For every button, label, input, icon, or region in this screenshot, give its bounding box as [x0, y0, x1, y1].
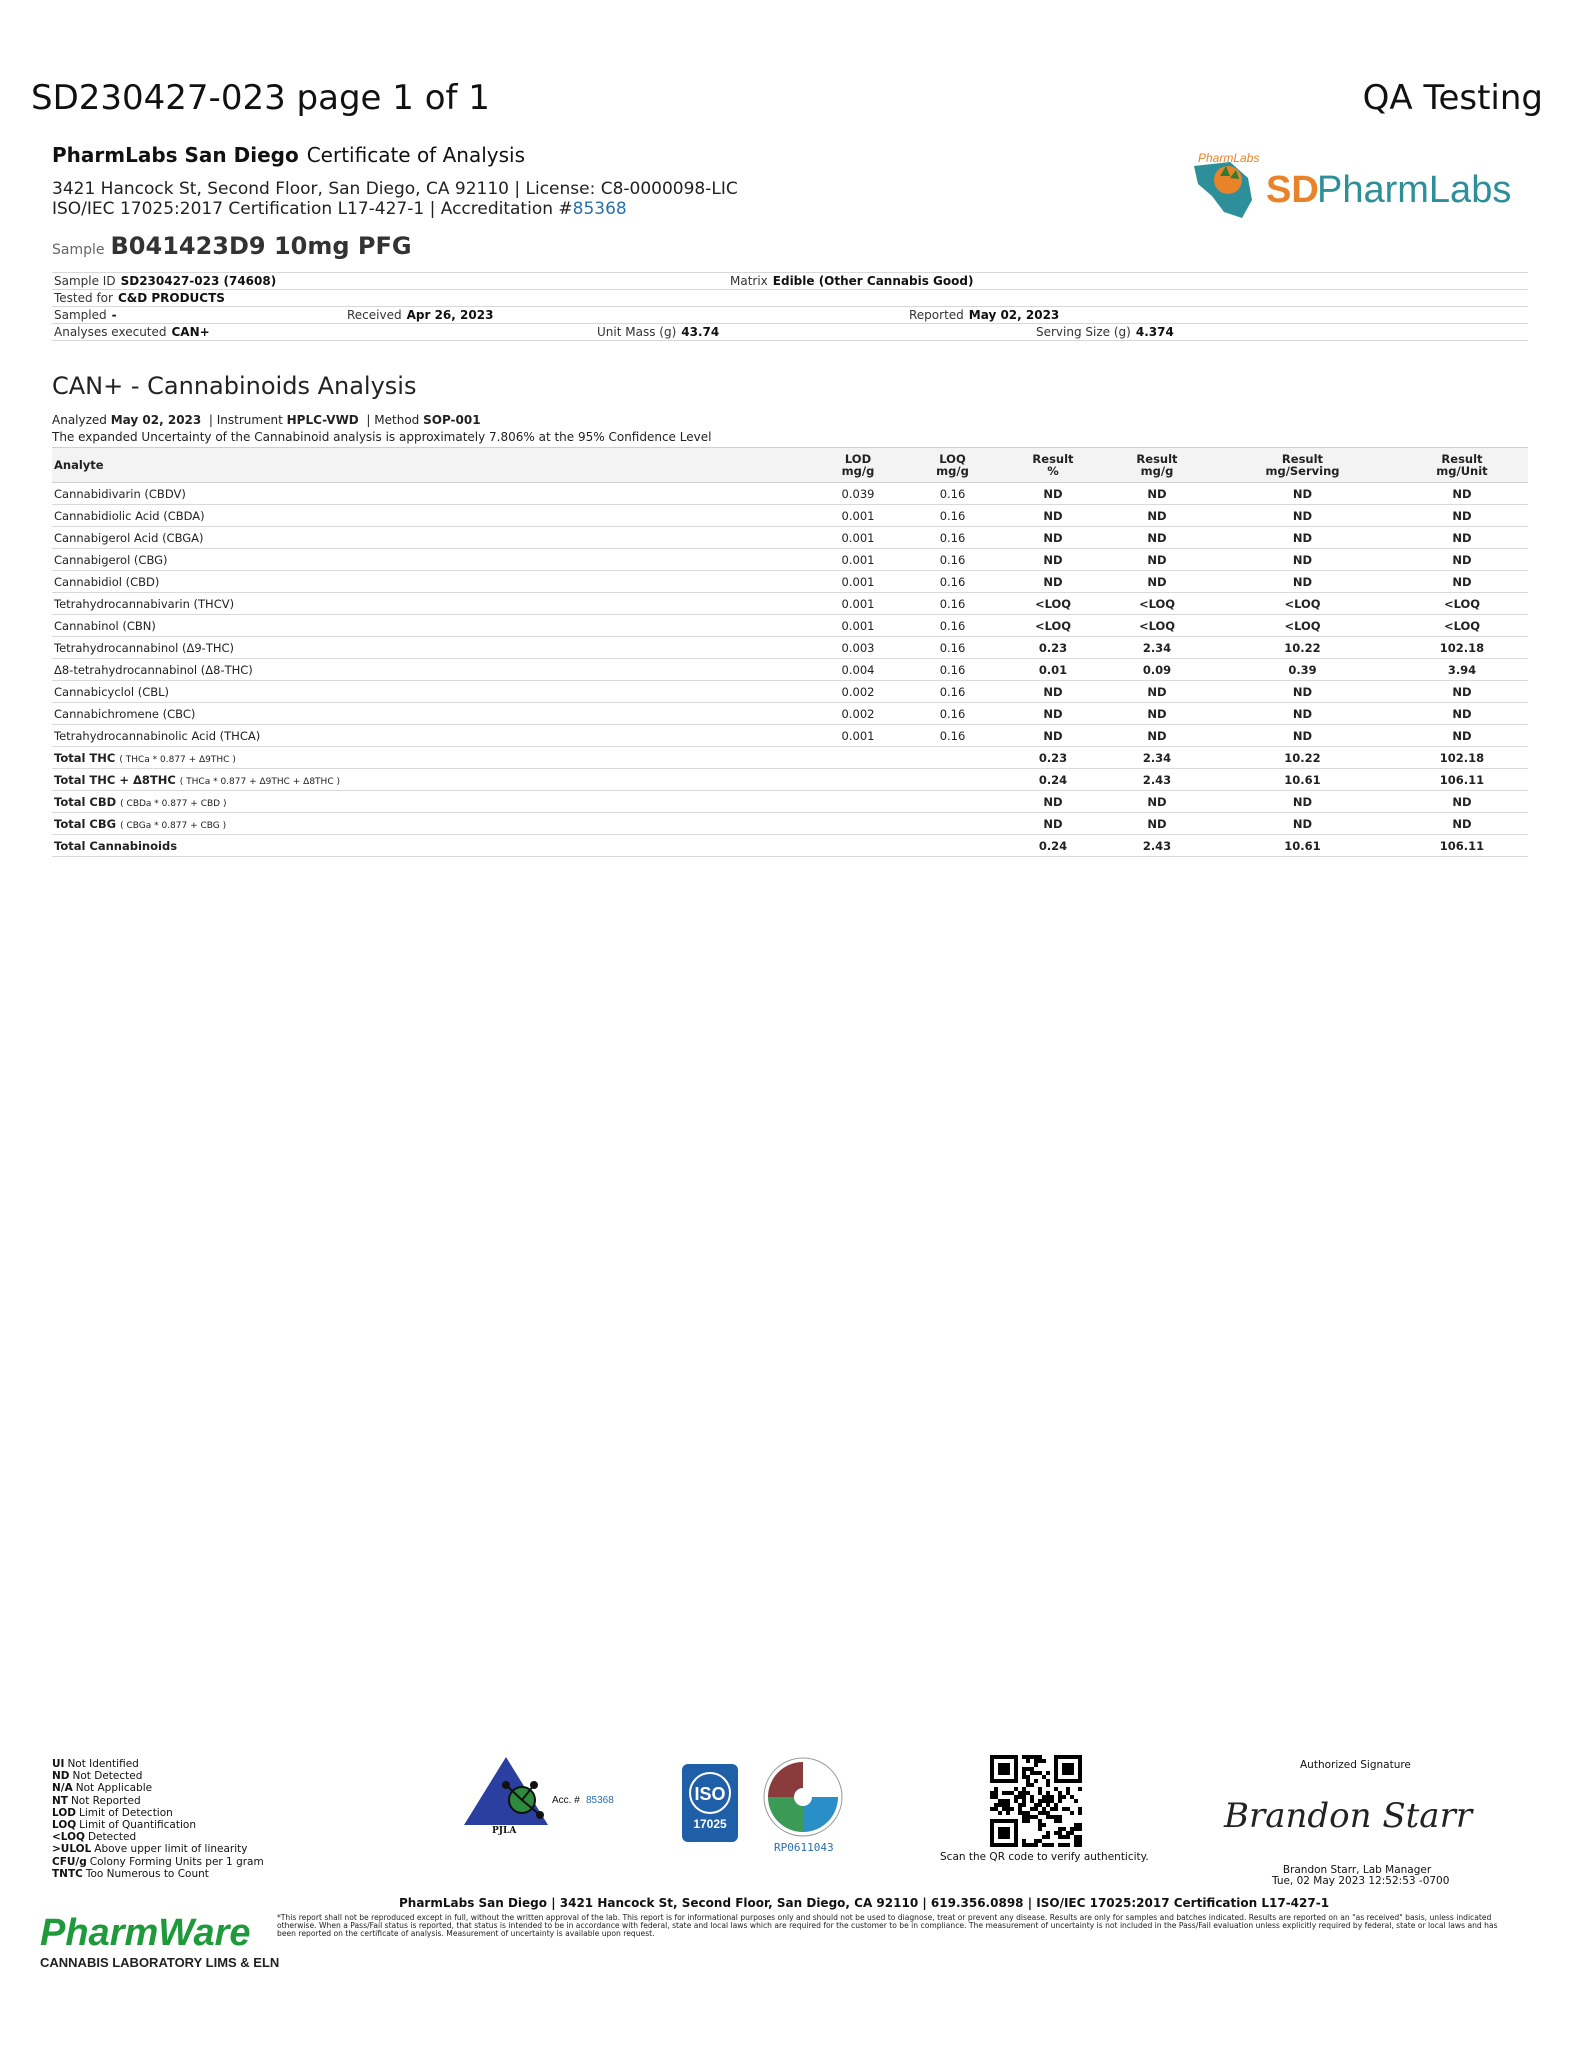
- result-mg-per-unit: ND: [1396, 505, 1528, 527]
- svg-text:ISO: ISO: [694, 1784, 726, 1804]
- table-header-row: [52, 448, 1528, 483]
- result-mg-per-g: ND: [1105, 791, 1209, 813]
- analyte-name: Cannabidiol (CBD): [52, 571, 812, 593]
- legend-item: LOQ Limit of Quantification: [52, 1819, 196, 1832]
- result-percent: ND: [1001, 549, 1105, 571]
- lod-value: [812, 835, 904, 857]
- footer-disclaimer: *This report shall not be reproduced except in full, without the written approval of the lab. This report is for informational purposes only and should not be used to diagnose, treat or prevent any disease. Results are only for samples and batches indicated. Results are reported on an "as received" basis, unless indicated otherwise. When a Pass/Fail status is reported, that status is intended to be in accordance with federal, state and local laws which are required for the customer to be in compliance. The measurement of uncertainty is not included in the Pass/Fail evaluation unless explicitly required by federal, state or local laws and has been reported on the certificate of analysis. Measurement of uncertainty is available upon request.: [277, 1913, 1498, 1938]
- info-row: [52, 323, 1528, 341]
- doj-registration-id: RP0611043: [774, 1841, 834, 1854]
- received: Received Apr 26, 2023: [347, 308, 494, 322]
- svg-text:Brandon Starr: Brandon Starr: [1224, 1796, 1473, 1836]
- result-percent: 0.24: [1001, 835, 1105, 857]
- signature-label: Authorized Signature: [1300, 1759, 1411, 1771]
- loq-value: 0.16: [904, 483, 1001, 505]
- result-mg-per-g: 2.34: [1105, 637, 1209, 659]
- result-mg-per-g: <LOQ: [1105, 615, 1209, 637]
- legend-item: N/A Not Applicable: [52, 1782, 153, 1795]
- result-percent: 0.24: [1001, 769, 1105, 791]
- loq-value: [904, 769, 1001, 791]
- table-row: [52, 505, 1528, 527]
- result-mg-per-serving: ND: [1209, 505, 1396, 527]
- analyte-name: Cannabidiolic Acid (CBDA): [52, 505, 812, 527]
- lod-value: 0.001: [812, 615, 904, 637]
- result-mg-per-unit: ND: [1396, 483, 1528, 505]
- footer-lab-info: PharmLabs San Diego | 3421 Hancock St, Second Floor, San Diego, CA 92110 | 619.356.0898 | ISO/IEC 17025:2017 Certification L17-427-1: [399, 1896, 1330, 1910]
- total-row: [52, 791, 1528, 813]
- svg-text:PJLA: PJLA: [492, 1826, 517, 1836]
- result-mg-per-serving: ND: [1209, 813, 1396, 835]
- lod-value: 0.039: [812, 483, 904, 505]
- loq-value: 0.16: [904, 615, 1001, 637]
- signer-name: Brandon Starr, Lab Manager: [1282, 1864, 1432, 1876]
- result-mg-per-unit: ND: [1396, 681, 1528, 703]
- total-row: [52, 747, 1528, 769]
- table-row: [52, 637, 1528, 659]
- table-row: [52, 571, 1528, 593]
- svg-text:SD: SD: [1266, 169, 1319, 211]
- table-row: [52, 615, 1528, 637]
- svg-text:85368: 85368: [586, 1795, 614, 1806]
- loq-value: 0.16: [904, 681, 1001, 703]
- result-mg-per-g: ND: [1105, 571, 1209, 593]
- doj-dea-seal: [762, 1755, 844, 1843]
- table-row: [52, 593, 1528, 615]
- table-row: [52, 659, 1528, 681]
- iso-17025-badge: [681, 1763, 739, 1847]
- analyses-executed: Analyses executed CAN+: [54, 325, 210, 339]
- sample-info-grid: [52, 272, 1528, 341]
- lod-value: 0.002: [812, 703, 904, 725]
- result-mg-per-g: ND: [1105, 549, 1209, 571]
- result-mg-per-serving: 10.61: [1209, 835, 1396, 857]
- result-mg-per-unit: 3.94: [1396, 659, 1528, 681]
- column-header: Result mg/Unit: [1396, 448, 1528, 483]
- table-row: [52, 681, 1528, 703]
- svg-text:CANNABIS LABORATORY LIMS & ELN: CANNABIS LABORATORY LIMS & ELN: [40, 1955, 280, 1970]
- result-percent: ND: [1001, 681, 1105, 703]
- total-name: Total THC + Δ8THC ( THCa * 0.877 + Δ9THC + Δ8THC ): [52, 769, 812, 791]
- sample-id: Sample ID SD230427-023 (74608): [54, 274, 277, 288]
- legend-item: <LOQ Detected: [52, 1831, 137, 1844]
- analyte-name: Tetrahydrocannabivarin (THCV): [52, 593, 812, 615]
- total-formula: ( CBDa * 0.877 + CBD ): [120, 798, 227, 809]
- result-percent: <LOQ: [1001, 593, 1105, 615]
- table-row: [52, 483, 1528, 505]
- lod-value: [812, 791, 904, 813]
- loq-value: 0.16: [904, 549, 1001, 571]
- cannabinoid-results-table: [52, 447, 1528, 857]
- sample-name: B041423D9 10mg PFG: [110, 232, 412, 260]
- legend-item: UI Not Identified: [52, 1758, 139, 1770]
- svg-text:PharmLabs: PharmLabs: [1198, 151, 1260, 165]
- result-mg-per-unit: 102.18: [1396, 747, 1528, 769]
- loq-value: 0.16: [904, 571, 1001, 593]
- uncertainty-note: The expanded Uncertainty of the Cannabinoid analysis is approximately 7.806% at the 95% Confidence Level: [52, 430, 712, 444]
- result-mg-per-serving: ND: [1209, 527, 1396, 549]
- total-formula: ( CBGa * 0.877 + CBG ): [120, 820, 227, 831]
- lod-value: 0.001: [812, 725, 904, 747]
- legend-item: >ULOL Above upper limit of linearity: [52, 1843, 248, 1856]
- sample-name-row: [52, 232, 412, 260]
- result-mg-per-g: 2.34: [1105, 747, 1209, 769]
- result-percent: ND: [1001, 725, 1105, 747]
- result-mg-per-unit: ND: [1396, 725, 1528, 747]
- lod-value: 0.004: [812, 659, 904, 681]
- table-row: [52, 549, 1528, 571]
- result-mg-per-serving: ND: [1209, 791, 1396, 813]
- iso-line: ISO/IEC 17025:2017 Certification L17-427-1 | Accreditation #85368: [52, 199, 627, 219]
- total-name: Total CBG ( CBGa * 0.877 + CBG ): [52, 813, 812, 835]
- result-percent: 0.01: [1001, 659, 1105, 681]
- svg-text:PharmLabs: PharmLabs: [1317, 169, 1512, 211]
- analyte-name: Cannabinol (CBN): [52, 615, 812, 637]
- lab-title: [52, 143, 525, 167]
- loq-value: 0.16: [904, 725, 1001, 747]
- pharmware-logo: [40, 1907, 280, 1977]
- result-percent: <LOQ: [1001, 615, 1105, 637]
- loq-value: 0.16: [904, 505, 1001, 527]
- total-formula: ( THCa * 0.877 + Δ9THC + Δ8THC ): [179, 776, 340, 787]
- qr-code[interactable]: [990, 1755, 1082, 1851]
- result-mg-per-unit: <LOQ: [1396, 593, 1528, 615]
- total-name: Total CBD ( CBDa * 0.877 + CBD ): [52, 791, 812, 813]
- result-mg-per-serving: 10.22: [1209, 637, 1396, 659]
- result-mg-per-unit: ND: [1396, 791, 1528, 813]
- loq-value: 0.16: [904, 527, 1001, 549]
- column-header: LOQ mg/g: [904, 448, 1001, 483]
- lod-value: 0.001: [812, 549, 904, 571]
- lod-value: [812, 769, 904, 791]
- total-name: Total THC ( THCa * 0.877 + Δ9THC ): [52, 747, 812, 769]
- table-row: [52, 725, 1528, 747]
- svg-text:17025: 17025: [693, 1817, 727, 1831]
- lod-value: [812, 747, 904, 769]
- total-name: Total Cannabinoids: [52, 835, 812, 857]
- lab-address: [52, 179, 738, 219]
- result-mg-per-g: ND: [1105, 813, 1209, 835]
- total-row: [52, 835, 1528, 857]
- page-id: SD230427-023 page 1 of 1: [31, 78, 490, 118]
- result-mg-per-unit: <LOQ: [1396, 615, 1528, 637]
- result-mg-per-serving: <LOQ: [1209, 615, 1396, 637]
- column-header: Result mg/Serving: [1209, 448, 1396, 483]
- result-mg-per-g: ND: [1105, 703, 1209, 725]
- info-row: [52, 306, 1528, 323]
- column-header: Result mg/g: [1105, 448, 1209, 483]
- result-percent: ND: [1001, 791, 1105, 813]
- result-mg-per-serving: ND: [1209, 703, 1396, 725]
- result-mg-per-unit: ND: [1396, 527, 1528, 549]
- analyte-name: Δ8-tetrahydrocannabinol (Δ8-THC): [52, 659, 812, 681]
- result-percent: ND: [1001, 505, 1105, 527]
- sample-label: Sample: [52, 242, 105, 258]
- result-mg-per-serving: 10.22: [1209, 747, 1396, 769]
- lod-value: 0.001: [812, 593, 904, 615]
- lod-value: [812, 813, 904, 835]
- result-percent: 0.23: [1001, 747, 1105, 769]
- result-mg-per-g: 0.09: [1105, 659, 1209, 681]
- result-mg-per-g: ND: [1105, 725, 1209, 747]
- loq-value: 0.16: [904, 703, 1001, 725]
- result-percent: ND: [1001, 527, 1105, 549]
- analysis-title: CAN+ - Cannabinoids Analysis: [52, 372, 417, 400]
- loq-value: 0.16: [904, 637, 1001, 659]
- loq-value: [904, 747, 1001, 769]
- sdpharmlabs-logo: [1190, 148, 1530, 232]
- total-row: [52, 813, 1528, 835]
- result-mg-per-unit: ND: [1396, 549, 1528, 571]
- result-mg-per-unit: 102.18: [1396, 637, 1528, 659]
- column-header: Result %: [1001, 448, 1105, 483]
- loq-value: [904, 835, 1001, 857]
- result-mg-per-serving: 10.61: [1209, 769, 1396, 791]
- total-row: [52, 769, 1528, 791]
- result-mg-per-g: <LOQ: [1105, 593, 1209, 615]
- loq-value: [904, 791, 1001, 813]
- result-mg-per-unit: ND: [1396, 703, 1528, 725]
- result-mg-per-serving: ND: [1209, 549, 1396, 571]
- result-percent: ND: [1001, 703, 1105, 725]
- result-mg-per-serving: ND: [1209, 483, 1396, 505]
- result-mg-per-g: 2.43: [1105, 835, 1209, 857]
- sampled: Sampled -: [54, 308, 117, 322]
- result-mg-per-g: ND: [1105, 681, 1209, 703]
- analyte-name: Tetrahydrocannabinolic Acid (THCA): [52, 725, 812, 747]
- loq-value: 0.16: [904, 593, 1001, 615]
- result-percent: ND: [1001, 813, 1105, 835]
- column-header: Analyte: [52, 448, 812, 483]
- doc-type: Certificate of Analysis: [306, 143, 525, 167]
- loq-value: [904, 813, 1001, 835]
- total-formula: ( THCa * 0.877 + Δ9THC ): [119, 754, 236, 765]
- result-mg-per-unit: 106.11: [1396, 769, 1528, 791]
- result-mg-per-serving: ND: [1209, 571, 1396, 593]
- result-mg-per-serving: ND: [1209, 725, 1396, 747]
- result-mg-per-g: ND: [1105, 527, 1209, 549]
- svg-text:Acc. #: Acc. #: [552, 1795, 580, 1806]
- result-mg-per-unit: ND: [1396, 813, 1528, 835]
- legend-item: LOD Limit of Detection: [52, 1806, 173, 1819]
- matrix: Matrix Edible (Other Cannabis Good): [730, 274, 974, 288]
- lab-name: PharmLabs San Diego: [52, 143, 299, 167]
- legend-item: CFU/g Colony Forming Units per 1 gram: [52, 1855, 264, 1868]
- analyte-name: Cannabicyclol (CBL): [52, 681, 812, 703]
- loq-value: 0.16: [904, 659, 1001, 681]
- pjla-badge: [462, 1755, 622, 1839]
- result-mg-per-serving: <LOQ: [1209, 593, 1396, 615]
- result-mg-per-g: 2.43: [1105, 769, 1209, 791]
- lod-value: 0.002: [812, 681, 904, 703]
- unit-mass: Unit Mass (g) 43.74: [597, 325, 720, 339]
- result-mg-per-unit: ND: [1396, 571, 1528, 593]
- result-percent: 0.23: [1001, 637, 1105, 659]
- legend-item: TNTC Too Numerous to Count: [52, 1867, 209, 1880]
- table-row: [52, 527, 1528, 549]
- analyte-name: Tetrahydrocannabinol (Δ9-THC): [52, 637, 812, 659]
- serving-size: Serving Size (g) 4.374: [1036, 325, 1174, 339]
- address-line: 3421 Hancock St, Second Floor, San Diego, CA 92110 | License: C8-0000098-LIC: [52, 179, 738, 199]
- result-mg-per-g: ND: [1105, 505, 1209, 527]
- handwritten-signature: [1220, 1785, 1490, 1849]
- reported: Reported May 02, 2023: [909, 308, 1060, 322]
- info-row: [52, 272, 1528, 289]
- legend-item: ND Not Detected: [52, 1770, 143, 1783]
- table-row: [52, 703, 1528, 725]
- analyte-name: Cannabigerol Acid (CBGA): [52, 527, 812, 549]
- accreditation-link[interactable]: 85368: [572, 199, 627, 219]
- result-mg-per-serving: ND: [1209, 681, 1396, 703]
- abbreviation-legend: [52, 1758, 264, 1880]
- lod-value: 0.001: [812, 505, 904, 527]
- qr-caption: Scan the QR code to verify authenticity.: [940, 1851, 1149, 1863]
- svg-text:PharmWare: PharmWare: [40, 1912, 251, 1954]
- tested-for: Tested for C&D PRODUCTS: [54, 291, 225, 305]
- result-mg-per-unit: 106.11: [1396, 835, 1528, 857]
- info-row: [52, 289, 1528, 306]
- column-header: LOD mg/g: [812, 448, 904, 483]
- result-mg-per-g: ND: [1105, 483, 1209, 505]
- result-mg-per-serving: 0.39: [1209, 659, 1396, 681]
- legend-item: NT Not Reported: [52, 1794, 141, 1807]
- result-percent: ND: [1001, 483, 1105, 505]
- analyte-name: Cannabigerol (CBG): [52, 549, 812, 571]
- qa-testing-label: QA Testing: [1362, 78, 1543, 118]
- analyte-name: Cannabidivarin (CBDV): [52, 483, 812, 505]
- result-percent: ND: [1001, 571, 1105, 593]
- lod-value: 0.003: [812, 637, 904, 659]
- analyzed-line: Analyzed May 02, 2023 | Instrument HPLC-VWD | Method SOP-001: [52, 413, 481, 427]
- lod-value: 0.001: [812, 527, 904, 549]
- analyte-name: Cannabichromene (CBC): [52, 703, 812, 725]
- lod-value: 0.001: [812, 571, 904, 593]
- signature-date: Tue, 02 May 2023 12:52:53 -0700: [1272, 1875, 1450, 1887]
